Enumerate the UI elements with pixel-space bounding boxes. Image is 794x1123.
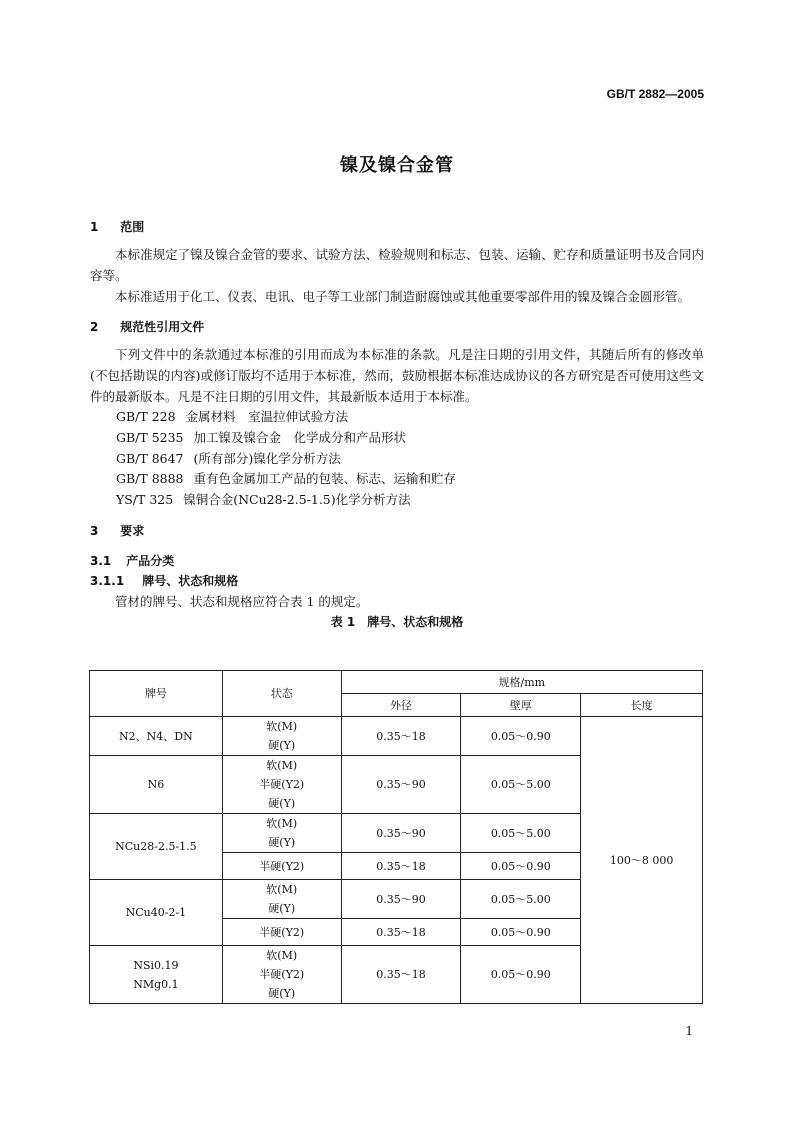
state-cell <box>222 717 341 756</box>
reference-code: GB/T 8647 <box>116 450 184 466</box>
od-cell: 0.35～18 <box>341 717 461 756</box>
state-cell <box>222 814 341 853</box>
paragraph: 本标准适用于化工、仪表、电讯、电子等工业部门制造耐腐蚀或其他重要零部件用的镍及镍合金圆形管。 <box>115 289 691 304</box>
reference-title: 重有色金属加工产品的包装、标志、运输和贮存 <box>193 471 457 487</box>
section-number: 2 <box>90 320 99 334</box>
od-cell: 0.35～18 <box>341 946 461 1004</box>
state-value: 软(M) <box>266 949 298 962</box>
grade-cell: NCu40-2-1 <box>90 880 223 946</box>
header-state: 状态 <box>222 671 341 717</box>
reference-item <box>90 428 704 449</box>
section-title: 牌号、状态和规格 <box>142 573 239 588</box>
reference-code: GB/T 8888 <box>116 471 184 487</box>
grade-cell: NCu28-2.5-1.5 <box>90 814 223 880</box>
state-cell: 半硬(Y2) <box>222 919 341 946</box>
grade-value: NMg0.1 <box>133 977 179 991</box>
paragraph: 管材的牌号、状态和规格应符合表 1 的规定。 <box>115 593 369 609</box>
header-spec: 规格/mm <box>341 671 702 694</box>
reference-code: GB/T 5235 <box>116 429 184 445</box>
od-cell: 0.35～18 <box>341 919 461 946</box>
grade-cell: N6 <box>90 756 223 814</box>
state-value: 半硬(Y2) <box>259 968 305 981</box>
standard-code: GB/T 2882—2005 <box>606 87 704 101</box>
reference-item <box>90 449 704 470</box>
reference-item <box>90 407 704 428</box>
reference-item <box>90 469 704 490</box>
section-number: 3.1.1 <box>90 573 125 588</box>
state-value: 软(M) <box>266 883 298 896</box>
state-cell: 半硬(Y2) <box>222 853 341 880</box>
state-value: 软(M) <box>266 817 298 830</box>
length-cell: 100～8 000 <box>581 717 703 1004</box>
document-body <box>90 217 704 631</box>
header-grade: 牌号 <box>90 671 223 717</box>
wall-cell: 0.05～0.90 <box>461 946 581 1004</box>
state-cell <box>222 946 341 1004</box>
wall-cell: 0.05～0.90 <box>461 853 581 880</box>
wall-cell: 0.05～0.90 <box>461 717 581 756</box>
state-value: 硬(Y) <box>268 902 296 915</box>
od-cell: 0.35～90 <box>341 880 461 919</box>
state-value: 软(M) <box>266 720 298 733</box>
state-value: 硬(Y) <box>268 797 296 810</box>
grade-value: NSi0.19 <box>133 958 179 972</box>
state-value: 硬(Y) <box>268 836 296 849</box>
header-od: 外径 <box>341 694 461 717</box>
state-value: 硬(Y) <box>268 987 296 1000</box>
table-row <box>90 717 703 756</box>
grade-cell: N2、N4、DN <box>90 717 223 756</box>
header-wall: 壁厚 <box>461 694 581 717</box>
section-2-heading <box>90 317 704 337</box>
state-value: 软(M) <box>266 759 298 772</box>
state-value: 硬(Y) <box>268 739 296 752</box>
section-title: 范围 <box>120 220 145 234</box>
od-cell: 0.35～90 <box>341 756 461 814</box>
reference-title: 镍铜合金(NCu28-2.5-1.5)化学分析方法 <box>183 492 411 508</box>
paragraph: 本标准规定了镍及镍合金管的要求、试验方法、检验规则和标志、包装、运输、贮存和质量证明书及合同内容等。 <box>90 247 704 283</box>
table-caption: 表 1 牌号、状态和规格 <box>330 614 464 629</box>
state-value: 半硬(Y2) <box>259 778 305 791</box>
paragraph: 下列文件中的条款通过本标准的引用而成为本标准的条款。凡是注日期的引用文件，其随后所有的修改单(不包括勘误的内容)或修订版均不适用于本标准，然而，鼓励根据本标准达成协议的各方研究是否可使用这些文件的最新版本。凡是不注日期的引用文件，其最新版本适用于本标准。 <box>90 347 704 404</box>
wall-cell: 0.05～5.00 <box>461 814 581 853</box>
spec-table <box>89 670 703 1004</box>
header-length: 长度 <box>581 694 703 717</box>
grade-cell <box>90 946 223 1004</box>
wall-cell: 0.05～0.90 <box>461 919 581 946</box>
reference-code: YS/T 325 <box>116 492 174 508</box>
page-number: 1 <box>685 1024 693 1038</box>
section-3-heading <box>90 521 704 541</box>
section-number: 1 <box>90 220 99 234</box>
wall-cell: 0.05～5.00 <box>461 880 581 919</box>
reference-item <box>90 490 704 511</box>
reference-title: 加工镍及镍合金 化学成分和产品形状 <box>193 429 407 445</box>
section-1-heading <box>90 217 704 237</box>
section-title: 要求 <box>120 523 145 538</box>
reference-title: (所有部分)镍化学分析方法 <box>193 450 341 466</box>
section-title: 规范性引用文件 <box>120 320 205 334</box>
section-3-1-1-heading <box>90 571 704 591</box>
reference-title: 金属材料 室温拉伸试验方法 <box>185 409 349 424</box>
state-cell <box>222 880 341 919</box>
section-number: 3.1 <box>90 553 112 568</box>
section-title: 产品分类 <box>126 553 175 568</box>
section-3-1-heading <box>90 551 704 571</box>
reference-code: GB/T 228 <box>116 409 176 424</box>
wall-cell: 0.05～5.00 <box>461 756 581 814</box>
section-number: 3 <box>90 523 99 538</box>
od-cell: 0.35～90 <box>341 814 461 853</box>
od-cell: 0.35～18 <box>341 853 461 880</box>
state-cell <box>222 756 341 814</box>
document-title: 镍及镍合金管 <box>340 155 454 176</box>
